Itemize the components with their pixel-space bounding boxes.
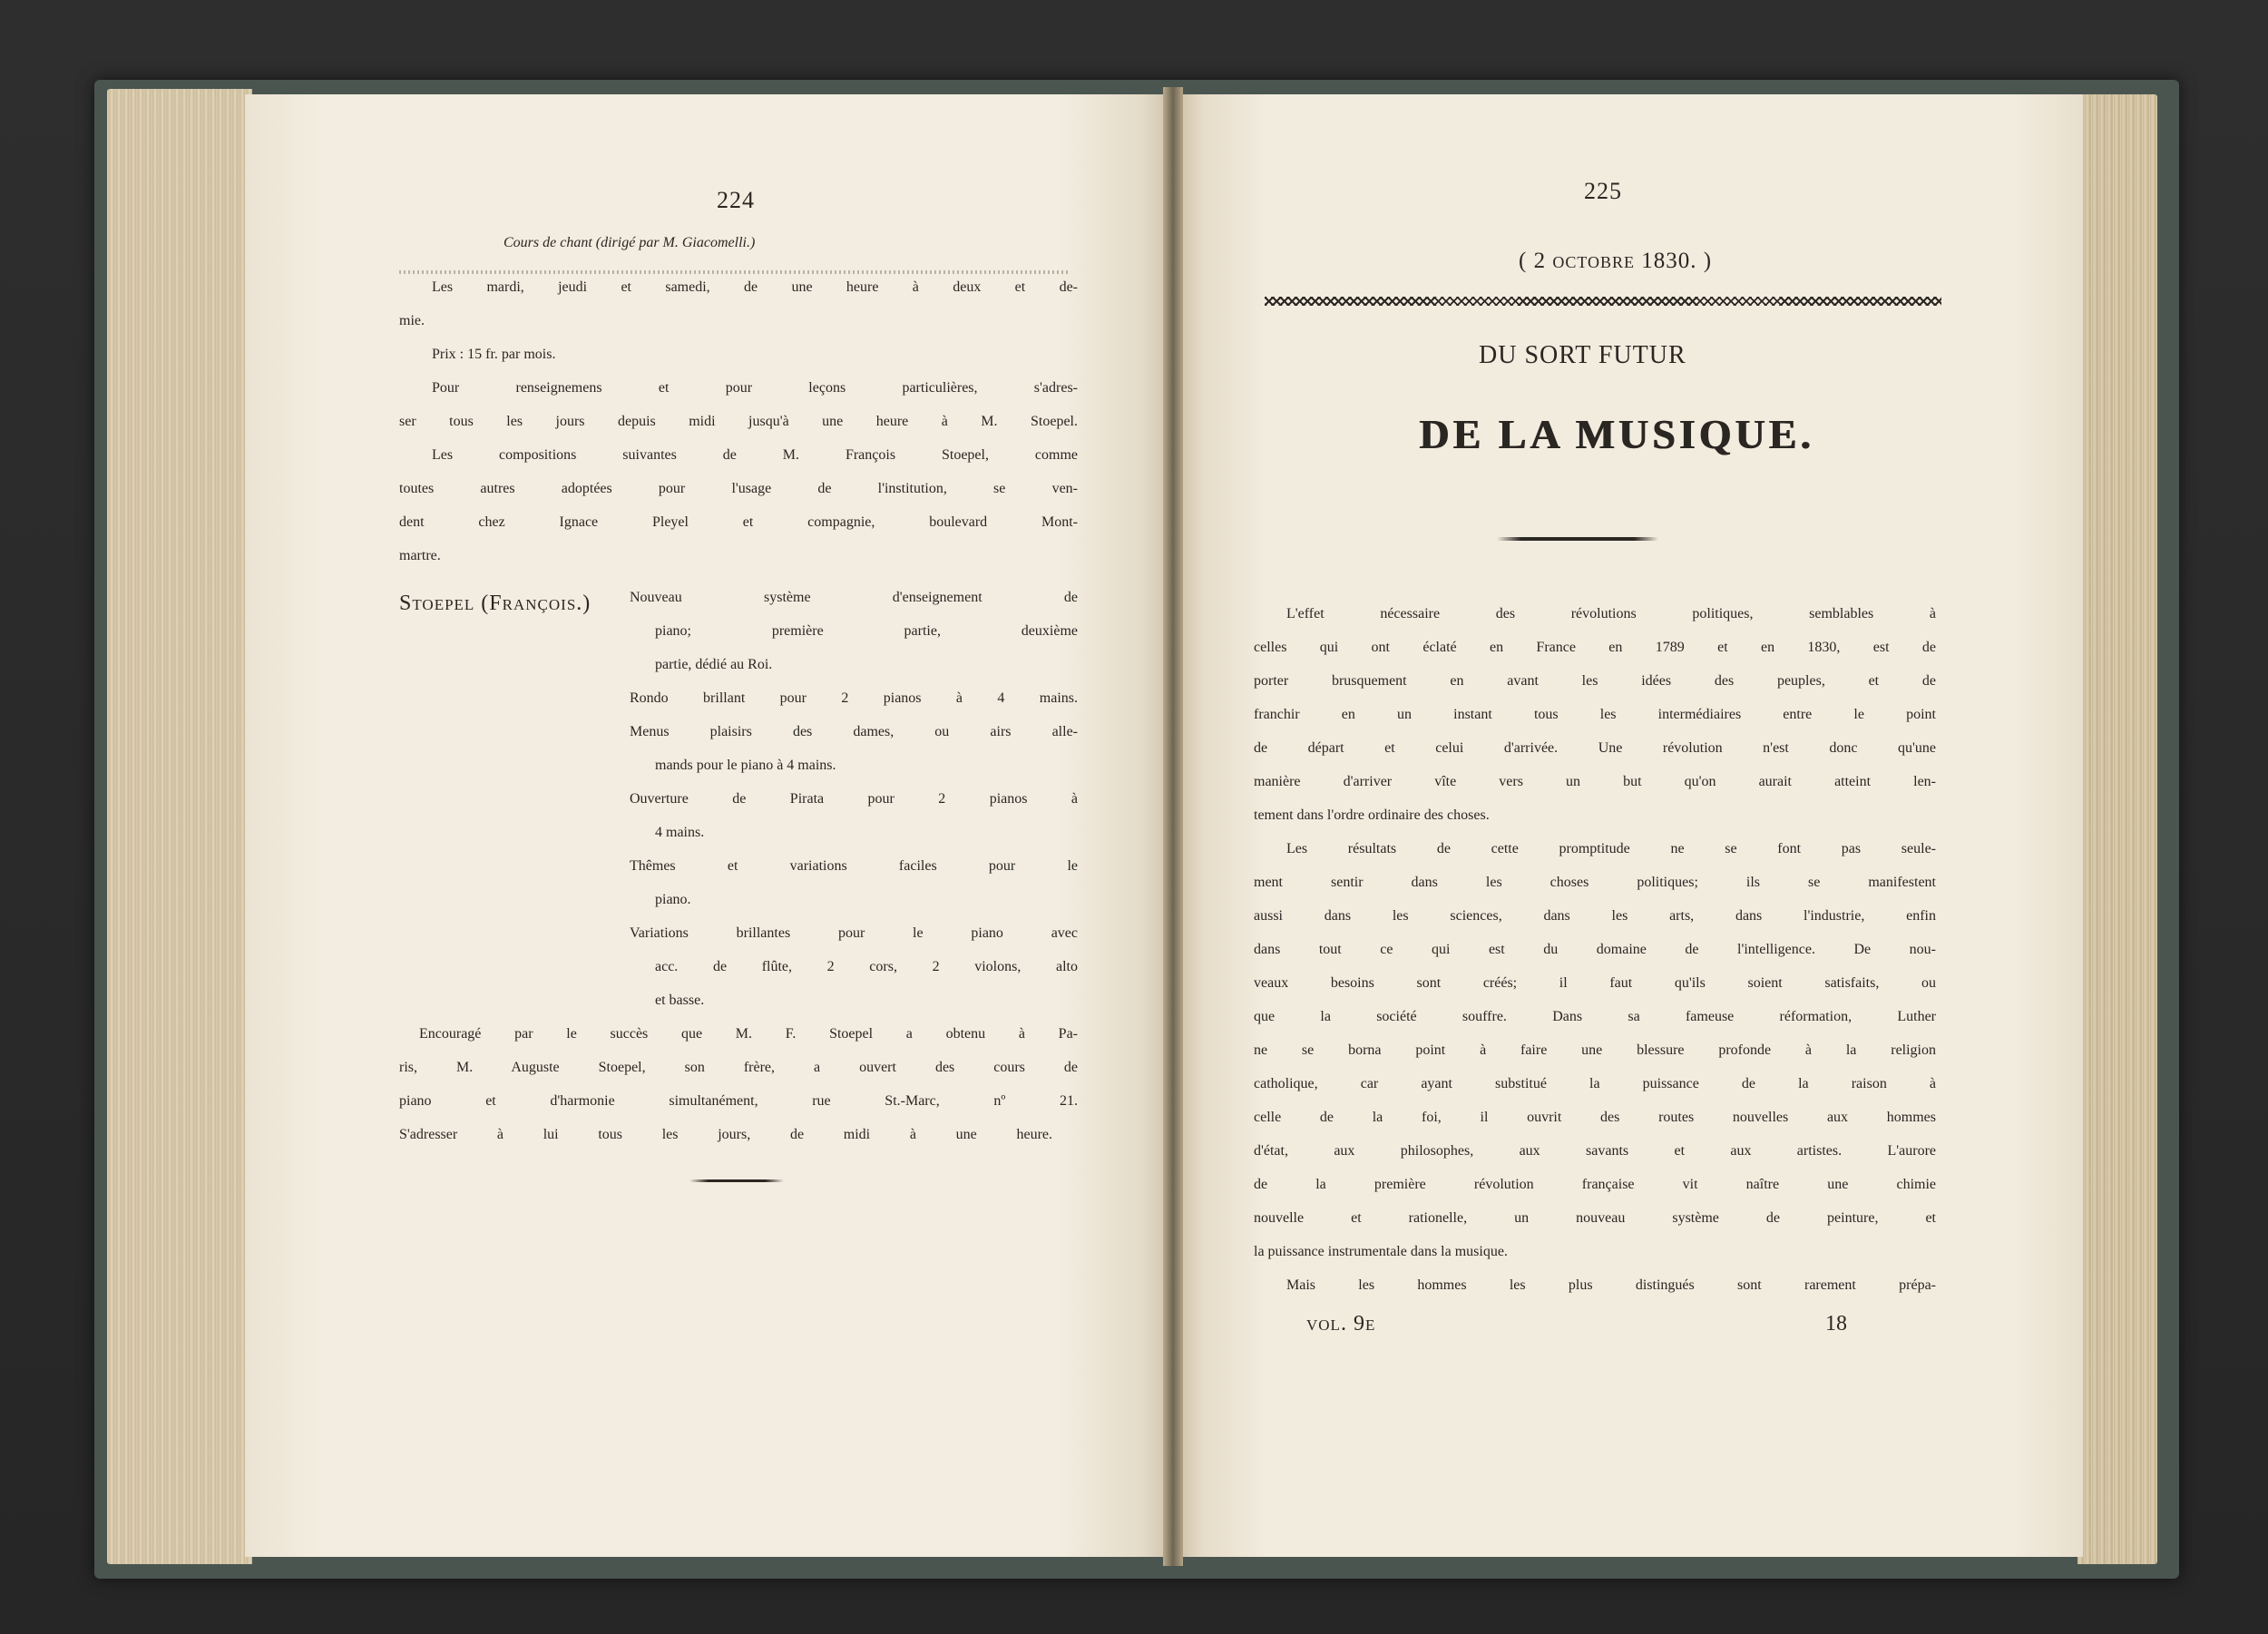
work-line: Variations brillantes pour le piano avec (630, 925, 1078, 941)
left-page-edges (107, 89, 252, 1564)
left-page-number: 224 (717, 187, 755, 213)
text-line: franchir en un instant tous les intermédiaires entre le point (1254, 707, 1936, 722)
text-line: Mais les hommes les plus distingués sont rarement prépa- (1286, 1277, 1936, 1293)
text-line: ser tous les jours depuis midi jusqu'à une heure à M. Stoepel. (399, 414, 1078, 429)
footer-volume: vol. 9e (1306, 1312, 1376, 1336)
text-line: porter brusquement en avant les idées des peuples, et de (1254, 673, 1936, 689)
book-gutter (1163, 87, 1183, 1566)
text-line: Pour renseignemens et pour leçons particulières, s'adres- (432, 380, 1078, 396)
composer-label: Stoepel (François.) (399, 592, 591, 615)
text-line: dent chez Ignace Pleyel et compagnie, boulevard Mont- (399, 514, 1078, 530)
text-line: Les résultats de cette promptitude ne se font pas seule- (1286, 841, 1936, 856)
course-heading: Cours de chant (dirigé par M. Giacomelli.) (503, 235, 756, 250)
text-line: dans tout ce qui est du domaine de l'intelligence. De nou- (1254, 942, 1936, 957)
text-line: veaux besoins sont créés; il faut qu'ils soient satisfaits, ou (1254, 975, 1936, 991)
article-title-line1: DU SORT FUTUR (1479, 341, 1686, 369)
right-page-number: 225 (1584, 178, 1622, 204)
text-line: manière d'arriver vîte vers un but qu'on aurait atteint len- (1254, 774, 1936, 789)
text-line: Prix : 15 fr. par mois. (432, 347, 556, 362)
text-line: catholique, car ayant substitué la puissance de la raison à (1254, 1076, 1936, 1091)
text-line: nouvelle et rationelle, un nouveau système de peinture, et (1254, 1210, 1936, 1226)
text-line: L'effet nécessaire des révolutions politiques, semblables à (1286, 606, 1936, 621)
dotted-divider (399, 270, 1070, 274)
work-line: Rondo brillant pour 2 pianos à 4 mains. (630, 690, 1078, 706)
work-line: acc. de flûte, 2 cors, 2 violons, alto (655, 959, 1078, 974)
left-page (245, 94, 1170, 1557)
right-page-edges (2077, 94, 2157, 1564)
article-title-line2: DE LA MUSIQUE. (1419, 411, 1814, 457)
text-line: toutes autres adoptées pour l'usage de l'institution, se ven- (399, 481, 1078, 496)
work-line: Menus plaisirs des dames, ou airs alle- (630, 724, 1078, 739)
text-line: que la société souffre. Dans sa fameuse réformation, Luther (1254, 1009, 1936, 1024)
text-line: aussi dans les sciences, dans les arts, dans l'industrie, enfin (1254, 908, 1936, 924)
text-line: de la première révolution française vit naître une chimie (1254, 1177, 1936, 1192)
work-line: mands pour le piano à 4 mains. (655, 758, 836, 773)
work-line: piano; première partie, deuxième (655, 623, 1078, 639)
text-line: mie. (399, 313, 425, 328)
article-date: ( 2 octobre 1830. ) (1519, 249, 1713, 273)
wavy-divider (1265, 297, 1941, 306)
text-line: Les mardi, jeudi et samedi, de une heure à deux et de- (432, 279, 1078, 295)
text-line: ris, M. Auguste Stoepel, son frère, a ouvert des cours de (399, 1060, 1078, 1075)
text-line: ne se borna point à faire une blessure profonde à la religion (1254, 1042, 1936, 1058)
text-line: martre. (399, 548, 441, 563)
end-rule (689, 1179, 784, 1182)
text-line: S'adresser à lui tous les jours, de midi à une heure. (399, 1127, 1052, 1142)
text-line: ment sentir dans les choses politiques; ils se manifestent (1254, 875, 1936, 890)
text-line: piano et d'harmonie simultanément, rue St.-Marc, nº 21. (399, 1093, 1078, 1109)
work-line: 4 mains. (655, 825, 705, 840)
text-line: de départ et celui d'arrivée. Une révolution n'est donc qu'une (1254, 740, 1936, 756)
work-line: Thêmes et variations faciles pour le (630, 858, 1078, 874)
text-line: Les compositions suivantes de M. François Stoepel, comme (432, 447, 1078, 463)
text-line: tement dans l'ordre ordinaire des choses. (1254, 807, 1490, 823)
right-page (1176, 94, 2083, 1557)
work-line: piano. (655, 892, 691, 907)
work-line: et basse. (655, 993, 705, 1008)
text-line: Encouragé par le succès que M. F. Stoepel a obtenu à Pa- (419, 1026, 1078, 1042)
work-line: partie, dédié au Roi. (655, 657, 773, 672)
work-line: Ouverture de Pirata pour 2 pianos à (630, 791, 1078, 807)
text-line: celles qui ont éclaté en France en 1789 et en 1830, est de (1254, 640, 1936, 655)
title-ornament-rule (1497, 537, 1658, 541)
text-line: la puissance instrumentale dans la musique. (1254, 1244, 1508, 1259)
text-line: celle de la foi, il ouvrit des routes nouvelles aux hommes (1254, 1110, 1936, 1125)
footer-signature: 18 (1825, 1312, 1847, 1336)
text-line: d'état, aux philosophes, aux savants et aux artistes. L'aurore (1254, 1143, 1936, 1159)
work-line: Nouveau système d'enseignement de (630, 590, 1078, 605)
